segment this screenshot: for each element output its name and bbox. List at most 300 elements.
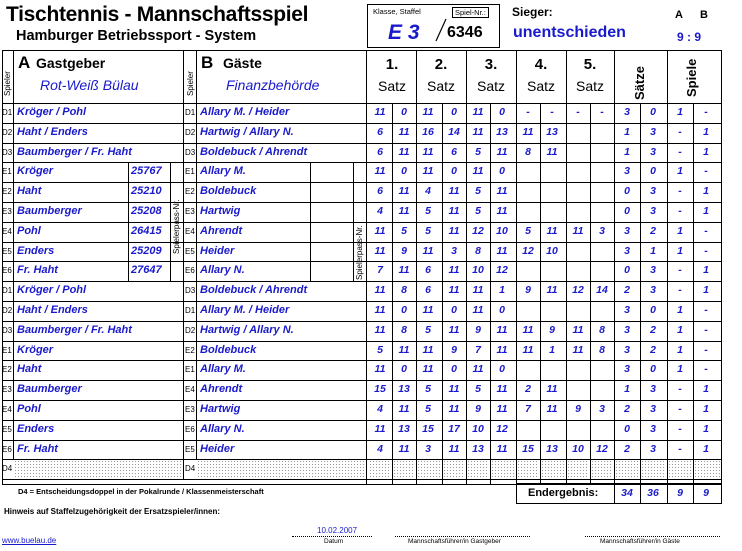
satz-score: 11	[472, 125, 484, 138]
team-a-letter: A	[18, 53, 31, 72]
spiele-a: -	[678, 125, 682, 138]
end-spiele-a: 9	[677, 487, 683, 499]
row-label: E6	[185, 266, 195, 276]
satz-score: 0	[451, 106, 457, 118]
row-label: D3	[2, 325, 13, 335]
player-name: Allary N.	[200, 264, 245, 277]
satz-score: 5	[475, 145, 481, 158]
player-name: Boldebuck	[200, 343, 257, 356]
saetze-b: 3	[650, 264, 656, 277]
player-name: Boldebuck	[200, 185, 257, 198]
satz-score: 11	[448, 403, 460, 415]
saetze-b: 3	[650, 422, 656, 435]
row-label: D2	[2, 306, 13, 315]
klasse-spielnr-box	[367, 4, 500, 48]
spiele-a: -	[678, 403, 682, 415]
satz-number: 2.	[434, 56, 448, 73]
player-pass: 25767	[131, 165, 162, 178]
player-name: Allary N.	[200, 422, 245, 435]
saetze-a: 3	[624, 106, 630, 118]
player-name: Enders	[17, 422, 55, 435]
hline	[2, 400, 722, 401]
satz-score: 11	[374, 244, 386, 257]
satz-score: 11	[448, 205, 460, 217]
satz-score: 13	[496, 125, 508, 138]
player-name: Heider	[200, 244, 235, 257]
endergebnis-label: Endergebnis:	[528, 487, 599, 499]
satz-score: 5	[425, 403, 431, 415]
hline	[2, 123, 722, 124]
satz-score: 6	[377, 145, 383, 158]
satz-score: 6	[425, 284, 431, 297]
row-label: D4	[185, 464, 196, 474]
row-label: E5	[2, 424, 12, 434]
satz-score: 12	[496, 264, 508, 277]
website-link[interactable]: www.buelau.de	[2, 536, 57, 545]
satz-score: 5	[525, 224, 531, 237]
satz-score: 7	[525, 403, 531, 415]
row-label: E4	[185, 226, 195, 236]
satz-score: 10	[546, 244, 558, 257]
satz-score: 11	[398, 403, 410, 415]
player-name: Heider	[200, 442, 235, 455]
satz-score: 5	[475, 185, 481, 198]
satz-score: -	[526, 106, 530, 118]
satz-score: 11	[374, 284, 386, 297]
player-pass: 25210	[131, 185, 162, 198]
player-pass: 25209	[131, 244, 162, 257]
player-name: Baumberger	[17, 205, 82, 217]
satz-score: 0	[401, 304, 407, 316]
satz-score: 6	[425, 264, 431, 277]
player-pass: 27647	[131, 264, 162, 277]
satz-score: 11	[522, 323, 534, 336]
player-name: Allary M.	[200, 165, 246, 178]
saetze-a: 0	[624, 422, 630, 435]
spiele-b: 1	[703, 442, 709, 455]
satz-word: Satz	[575, 78, 604, 94]
satz-score: -	[576, 106, 580, 118]
vline	[196, 50, 197, 459]
team-a-label: Gastgeber	[36, 55, 106, 71]
row-label: E4	[2, 405, 12, 414]
player-name: Baumberger	[17, 383, 82, 396]
satz-score: 11	[496, 442, 508, 455]
player-name: Hartwig / Allary N.	[200, 125, 294, 138]
player-name: Kröger / Pohl	[17, 284, 87, 297]
satz-score: 11	[422, 145, 434, 158]
satz-score: 9	[475, 403, 481, 415]
row-label: D2	[185, 127, 196, 137]
saetze-a: 1	[624, 125, 630, 138]
saetze-a: 3	[624, 304, 630, 316]
saetze-a: 3	[624, 165, 630, 178]
row-label: E2	[185, 187, 195, 197]
satz-score: 0	[451, 165, 457, 178]
hline	[2, 162, 722, 163]
satz-score: 11	[448, 383, 460, 396]
spiele-a: -	[678, 185, 682, 198]
saetze-a: 1	[624, 145, 630, 158]
d4-shaded-cell	[668, 460, 692, 477]
satz-score: 2	[525, 383, 531, 396]
satz-score: 12	[596, 442, 608, 455]
satz-number: 3.	[484, 56, 498, 73]
player-name: Enders	[17, 244, 55, 257]
saetze-b: 2	[650, 224, 656, 237]
satz-score: 5	[475, 383, 481, 396]
satz-score: 9	[525, 284, 531, 297]
saetze-a: 0	[624, 264, 630, 277]
satz-word: Satz	[476, 78, 505, 94]
satz-score: 4	[425, 185, 431, 198]
saetze-b: 1	[650, 244, 656, 257]
spiele-a: -	[678, 205, 682, 217]
satz-score: 11	[422, 165, 434, 178]
satz-score: 3	[451, 244, 457, 257]
satz-score: 8	[401, 284, 407, 297]
player-name: Haht	[17, 185, 42, 198]
player-name: Baumberger / Fr. Haht	[17, 323, 132, 336]
player-name: Pohl	[17, 403, 41, 415]
satz-score: 15	[522, 442, 534, 455]
saetze-b: 0	[650, 106, 656, 118]
satz-score: 10	[572, 442, 584, 455]
satz-score: 11	[448, 284, 460, 297]
team-b-name: Finanzbehörde	[226, 77, 320, 93]
saetze-header: Sätze	[632, 66, 647, 100]
d4-shaded-cell	[641, 460, 666, 477]
saetze-a: 3	[624, 244, 630, 257]
satz-score: 1	[499, 284, 505, 297]
satz-score: 10	[472, 422, 484, 435]
satz-score: 11	[422, 106, 434, 118]
spiele-a: 1	[677, 224, 683, 237]
satz-number: 4.	[534, 56, 548, 73]
satz-score: 3	[599, 403, 605, 415]
satz-score: 11	[546, 284, 558, 297]
d4-shaded-cell	[393, 460, 415, 477]
satz-word: Satz	[426, 78, 455, 94]
spiele-b: 1	[703, 185, 709, 198]
d4-shaded-cell	[197, 460, 366, 477]
satz-score: 5	[425, 205, 431, 217]
d4-shaded-cell	[14, 460, 183, 477]
satz-score: 5	[425, 224, 431, 237]
satz-score: 9	[575, 403, 581, 415]
d4-shaded-cell	[567, 460, 589, 477]
satz-score: 11	[398, 442, 410, 455]
final-score: 9 : 9	[677, 30, 702, 44]
team-a-name: Rot-Weiß Bülau	[40, 77, 139, 93]
player-name: Haht	[17, 363, 42, 376]
end-saetze-a: 34	[621, 487, 633, 499]
satz-score: 11	[398, 205, 410, 217]
satz-score: 9	[451, 343, 457, 356]
satz-score: 11	[374, 363, 386, 376]
col-b-header: B	[700, 9, 708, 21]
spieler-label-a: Spieler	[3, 71, 12, 96]
satz-score: 11	[422, 304, 434, 316]
satz-score: 11	[496, 343, 508, 356]
satz-score: 16	[422, 125, 434, 138]
hline	[2, 202, 722, 203]
spiele-b: -	[704, 165, 708, 178]
spiele-a: 1	[677, 323, 683, 336]
saetze-a: 2	[624, 442, 630, 455]
satz-score: 11	[398, 125, 410, 138]
d4-shaded-cell	[591, 460, 613, 477]
satz-score: 11	[374, 304, 386, 316]
satz-score: 11	[374, 224, 386, 237]
player-name: Allary M. / Heider	[200, 304, 290, 316]
satz-score: 11	[374, 106, 386, 118]
spiele-b: -	[704, 244, 708, 257]
satz-word: Satz	[526, 78, 555, 94]
satz-score: 8	[599, 323, 605, 336]
spiele-header: Spiele	[684, 58, 699, 97]
hline	[2, 222, 722, 223]
satz-score: 0	[401, 363, 407, 376]
satz-score: 7	[475, 343, 481, 356]
col-a-header: A	[675, 9, 683, 21]
satz-score: 6	[451, 145, 457, 158]
end-saetze-b: 36	[647, 487, 659, 499]
player-pass: 26415	[131, 224, 162, 237]
row-label: E3	[2, 385, 12, 395]
satz-score: 11	[448, 224, 460, 237]
player-name: Kröger / Pohl	[17, 106, 87, 118]
satz-score: -	[600, 106, 604, 118]
satz-score: 14	[596, 284, 608, 297]
satz-score: 0	[401, 165, 407, 178]
satz-score: 11	[496, 323, 508, 336]
satz-score: 5	[425, 323, 431, 336]
end-spiele-b: 9	[703, 487, 709, 499]
hline	[2, 440, 722, 441]
row-label: E5	[185, 246, 195, 256]
player-name: Haht / Enders	[17, 304, 88, 316]
satz-score: 3	[425, 442, 431, 455]
satz-score: 13	[398, 422, 410, 435]
spiele-b: -	[704, 106, 708, 118]
spiele-b: -	[704, 304, 708, 316]
spiele-a: 1	[677, 363, 683, 376]
satz-score: 7	[377, 264, 383, 277]
spiele-b: 1	[703, 145, 709, 158]
satz-number: 5.	[583, 56, 597, 73]
satz-score: 0	[499, 363, 505, 376]
satz-score: 12	[496, 422, 508, 435]
satz-score: 11	[496, 383, 508, 396]
row-label: D1	[2, 286, 13, 296]
satz-score: 0	[401, 106, 407, 118]
satz-score: 12	[572, 284, 584, 297]
row-label: E2	[2, 365, 12, 375]
sieger-value: unentschieden	[513, 24, 626, 41]
satz-score: 8	[401, 323, 407, 336]
satz-score: 11	[398, 264, 410, 277]
page-title: Tischtennis - Mannschaftsspiel	[6, 3, 309, 26]
vline	[170, 162, 171, 281]
saetze-a: 2	[624, 284, 630, 297]
satz-score: 3	[599, 224, 605, 237]
hline	[2, 420, 722, 421]
row-label: E3	[2, 207, 12, 216]
satz-score: 6	[377, 185, 383, 198]
satz-score: 13	[398, 383, 410, 396]
row-label: E1	[185, 167, 195, 177]
d4-shaded-cell	[694, 460, 721, 477]
satz-score: 11	[572, 343, 584, 356]
player-name: Allary M.	[200, 363, 246, 376]
vline	[128, 162, 129, 281]
satz-score: 6	[377, 125, 383, 138]
d4-shaded-cell	[517, 460, 539, 477]
satz-score: 4	[377, 403, 383, 415]
satz-score: 11	[472, 304, 484, 316]
satz-score: 11	[398, 343, 410, 356]
team-b-label: Gäste	[223, 55, 262, 71]
satz-score: 11	[472, 106, 484, 118]
satz-score: 5	[401, 224, 407, 237]
vline	[183, 50, 184, 479]
d4-shaded-cell	[417, 460, 441, 477]
player-name: Hartwig	[200, 403, 241, 415]
spiele-a: -	[678, 383, 682, 396]
klasse-value: E 3	[388, 21, 420, 44]
spiele-b: 1	[703, 264, 709, 277]
saetze-b: 3	[650, 284, 656, 297]
satz-score: 0	[451, 304, 457, 316]
hline	[2, 182, 722, 183]
hline	[2, 281, 722, 282]
satz-score: 0	[451, 363, 457, 376]
vline	[13, 50, 14, 459]
satz-score: 11	[496, 145, 508, 158]
saetze-a: 0	[624, 205, 630, 217]
satz-score: 11	[422, 244, 434, 257]
d4-shaded-cell	[369, 460, 391, 477]
saetze-b: 3	[650, 145, 656, 158]
spiele-a: 1	[677, 343, 683, 356]
row-label: D1	[2, 108, 13, 117]
vline	[310, 162, 311, 281]
row-label: E1	[185, 365, 195, 375]
saetze-a: 0	[624, 185, 630, 198]
satz-score: 9	[401, 244, 407, 257]
spiele-a: -	[678, 264, 682, 277]
hinweis-text: Hinweis auf Staffelzugehörigkeit der Ersatzspieler/innen:	[4, 507, 221, 516]
saetze-b: 2	[650, 343, 656, 356]
spiele-b: -	[704, 323, 708, 336]
satz-score: 11	[546, 224, 558, 237]
player-name: Ahrendt	[200, 224, 243, 237]
row-label: E5	[2, 246, 12, 256]
satz-score: 11	[522, 125, 534, 138]
satz-score: 11	[398, 145, 410, 158]
satz-score: 5	[475, 205, 481, 217]
spiele-a: 1	[677, 106, 683, 118]
vline	[353, 162, 354, 281]
row-label: E2	[2, 187, 12, 197]
satz-score: 4	[377, 442, 383, 455]
sign-guest-label: Mannschaftsführer/in Gäste	[600, 538, 680, 545]
satz-score: 11	[448, 323, 460, 336]
saetze-b: 0	[650, 165, 656, 178]
row-label: D3	[185, 147, 196, 157]
player-name: Pohl	[17, 224, 41, 237]
saetze-b: 3	[650, 403, 656, 415]
spiele-b: -	[704, 363, 708, 376]
satz-score: 4	[377, 205, 383, 217]
spiele-b: 1	[703, 403, 709, 415]
spiele-b: 1	[703, 125, 709, 138]
player-name: Kröger	[17, 165, 54, 178]
satz-score: 11	[398, 185, 410, 198]
hline	[2, 479, 722, 480]
satz-score: 11	[422, 363, 434, 376]
d4-shaded-cell	[541, 460, 565, 477]
saetze-b: 3	[650, 205, 656, 217]
satz-score: 11	[496, 205, 508, 217]
satz-score: 11	[374, 165, 386, 178]
row-label: E4	[185, 385, 195, 395]
satz-score: 0	[499, 165, 505, 178]
satz-score: 8	[475, 244, 481, 257]
satz-score: 5	[377, 343, 383, 356]
row-label: E3	[185, 405, 195, 414]
row-label: E6	[185, 424, 195, 434]
row-label: D3	[185, 286, 196, 296]
klasse-label: Klasse, Staffel	[373, 7, 421, 16]
sign-home-label: Mannschaftsführer/in Gastgeber	[408, 538, 501, 545]
satz-score: 8	[525, 145, 531, 158]
d4-shaded-cell	[443, 460, 465, 477]
team-b-letter: B	[201, 53, 214, 72]
saetze-a: 2	[624, 403, 630, 415]
player-name: Kröger	[17, 343, 54, 356]
row-label: D3	[2, 147, 13, 157]
row-label: E6	[2, 444, 12, 454]
satz-score: 15	[422, 422, 434, 435]
spiele-a: -	[678, 422, 682, 435]
row-label: E2	[185, 345, 195, 355]
saetze-b: 3	[650, 383, 656, 396]
satz-score: 11	[496, 185, 508, 198]
d4-shaded-cell	[491, 460, 515, 477]
satz-score: 11	[448, 264, 460, 277]
player-name: Fr. Haht	[17, 442, 58, 455]
player-name: Haht / Enders	[17, 125, 88, 138]
slash-divider	[434, 17, 448, 43]
pass-label-b: Spielerpass-Nr.	[355, 225, 364, 280]
satz-score: 9	[475, 323, 481, 336]
spiele-b: -	[704, 343, 708, 356]
satz-score: 0	[499, 304, 505, 316]
saetze-b: 0	[650, 363, 656, 376]
spiele-b: 1	[703, 383, 709, 396]
satz-score: 11	[546, 145, 558, 158]
satz-score: 17	[448, 422, 460, 435]
spiele-a: -	[678, 145, 682, 158]
spiele-b: 1	[703, 205, 709, 217]
d4-note: D4 = Entscheidungsdoppel in der Pokalrunde / Klassenmeisterschaft	[18, 487, 264, 496]
saetze-a: 3	[624, 363, 630, 376]
satz-score: 10	[472, 264, 484, 277]
row-label: E1	[2, 345, 12, 355]
spiele-b: 1	[703, 422, 709, 435]
